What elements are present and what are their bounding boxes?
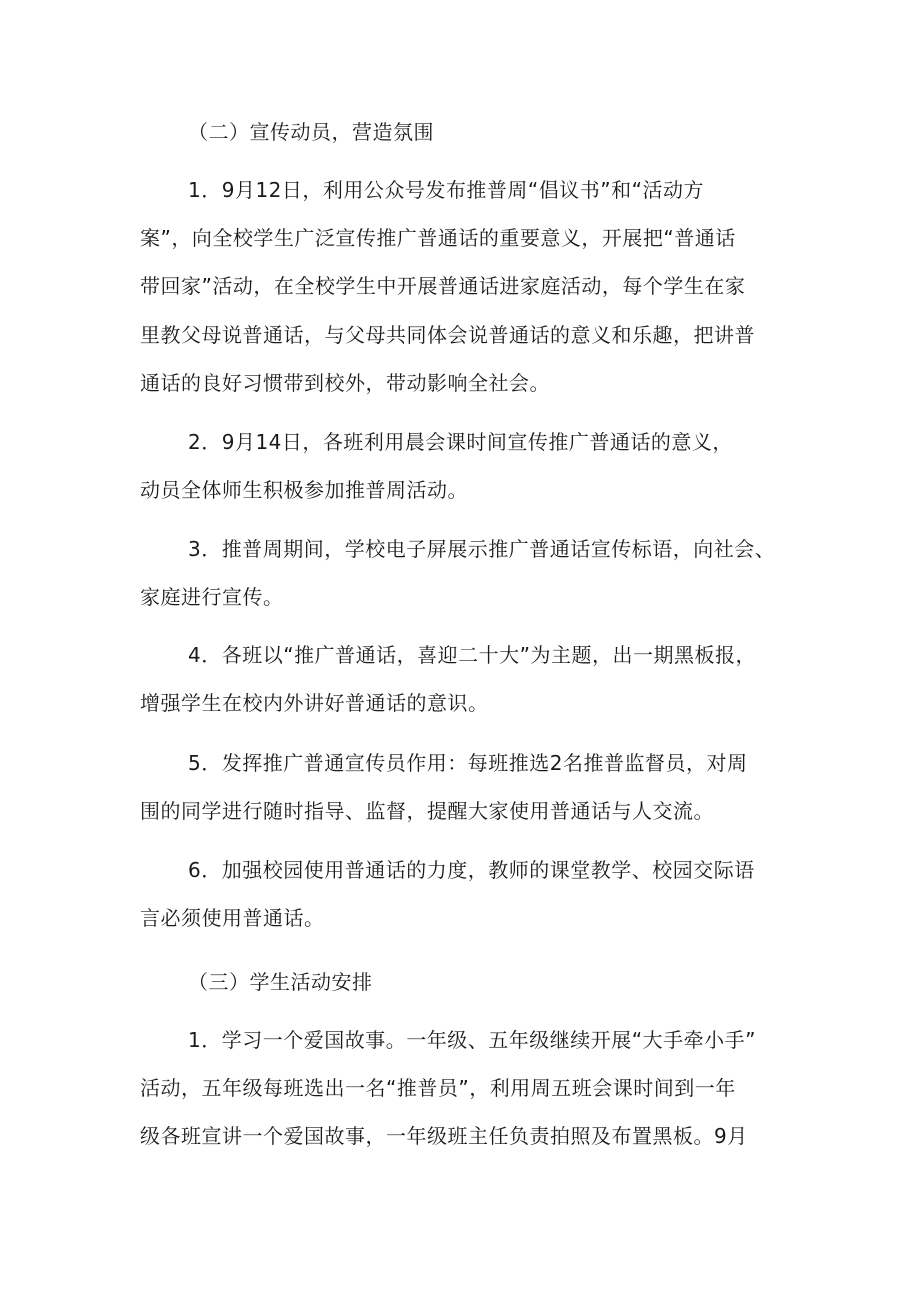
paragraph-line: 3．推普周期间，学校电子屏展示推广普通话宣传标语，向社会、 — [188, 537, 776, 561]
paragraph-line: 2．9月14日，各班利用晨会课时间宣传推广普通话的意义， — [188, 430, 733, 454]
paragraph-line: 1．学习一个爱国故事。一年级、五年级继续开展“大手牵小手” — [188, 1028, 756, 1052]
paragraph-line: 家庭进行宣传。 — [140, 585, 284, 609]
paragraph-line: 案”，向全校学生广泛宣传推广普通话的重要意义，开展把“普通话 — [140, 226, 736, 250]
paragraph-line: 动员全体师生积极参加推普周活动。 — [140, 478, 468, 502]
paragraph-line: 活动，五年级每班选出一名“推普员”，利用周五班会课时间到一年 — [140, 1076, 736, 1100]
paragraph-line: 6．加强校园使用普通话的力度，教师的课堂教学、校园交际语 — [188, 858, 755, 882]
paragraph-line: 围的同学进行随时指导、监督，提醒大家使用普通话与人交流。 — [140, 799, 714, 823]
paragraph-line: 带回家”活动，在全校学生中开展普通话进家庭活动，每个学生在家 — [140, 274, 746, 298]
paragraph-line: 级各班宣讲一个爱国故事，一年级班主任负责拍照及布置黑板。9月 — [140, 1124, 748, 1148]
paragraph-line: 言必须使用普通话。 — [140, 906, 325, 930]
paragraph-line: 里教父母说普通话，与父母共同体会说普通话的意义和乐趣，把讲普 — [140, 323, 755, 347]
section-heading: （三）学生活动安排 — [188, 970, 373, 994]
paragraph-line: 1．9月12日，利用公众号发布推普周“倡议书”和“活动方 — [188, 178, 704, 202]
paragraph-line: 5．发挥推广普通宣传员作用：每班推选2名推普监督员，对周 — [188, 751, 748, 775]
paragraph-line: 增强学生在校内外讲好普通话的意识。 — [140, 691, 489, 715]
section-heading: （二）宣传动员，营造氛围 — [188, 120, 434, 144]
paragraph-line: 4．各班以“推广普通话，喜迎二十大”为主题，出一期黑板报， — [188, 643, 756, 667]
paragraph-line: 通话的良好习惯带到校外，带动影响全社会。 — [140, 371, 550, 395]
